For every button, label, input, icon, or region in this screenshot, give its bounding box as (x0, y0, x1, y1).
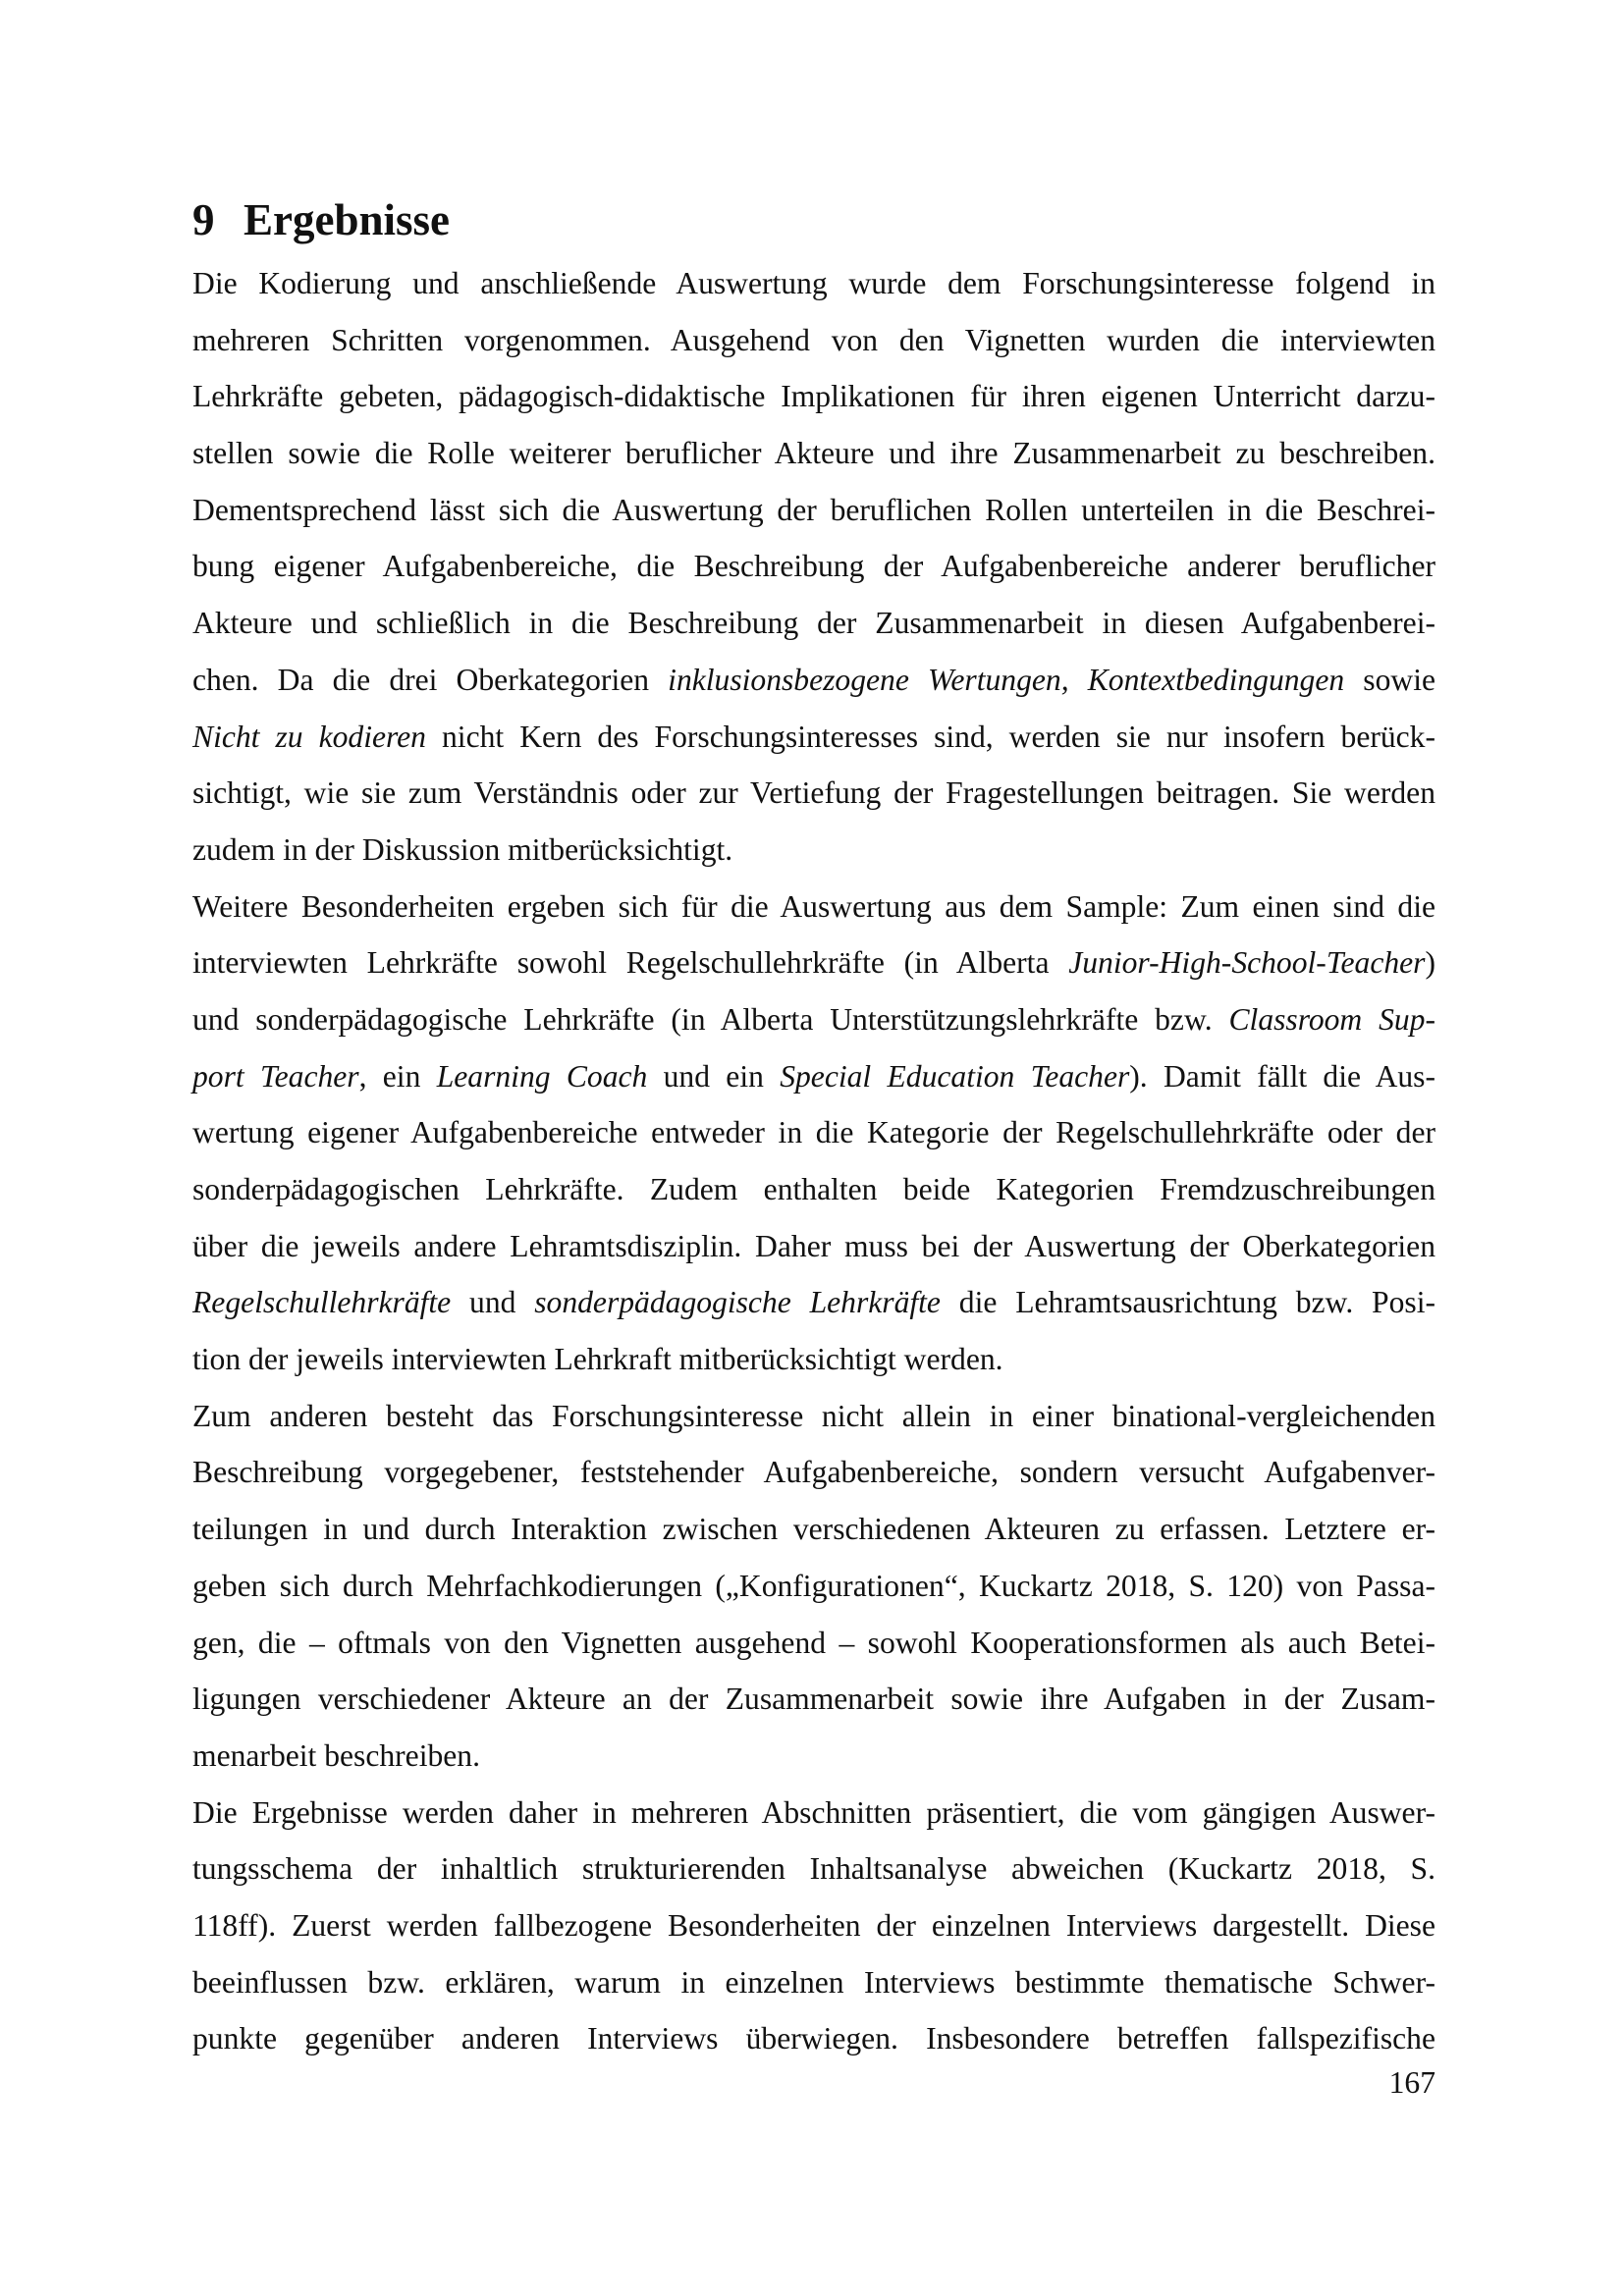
text-line (192, 2010, 1435, 2067)
text-segment: bung eigener Aufgabenbereiche, die Beschreibung der Aufgabenbereiche anderer beruflicher (192, 549, 1435, 584)
text-segment: und ein (647, 1058, 781, 1094)
text-line (192, 1161, 1435, 1218)
text-segment: Akteure und schließlich in die Beschreibung der Zusammenarbeit in diesen Aufgabenberei- (192, 606, 1435, 641)
text-line (192, 879, 1435, 935)
text-segment: über die jeweils andere Lehramtsdisziplin. Daher muss bei der Auswertung der Oberkategorien (192, 1228, 1435, 1263)
italic-text: Junior-High-School-Teacher (1068, 945, 1426, 981)
text-line (192, 1954, 1435, 2011)
text-segment: ) (1425, 945, 1435, 981)
text-segment: nicht Kern des Forschungsinteresses sind, werden sie nur insofern berück- (425, 719, 1435, 754)
text-segment: punkte gegenüber anderen Interviews überwiegen. Insbesondere betreffen fallspezifische (192, 2021, 1435, 2056)
text-segment: Zum anderen besteht das Forschungsinteresse nicht allein in einer binational-vergleichenden (192, 1398, 1435, 1433)
text-segment: Dementsprechend lässt sich die Auswertung der beruflichen Rollen unterteilen in die Beschrei- (192, 492, 1435, 527)
text-line (192, 1841, 1435, 1897)
text-segment: Beschreibung vorgegebener, feststehender Aufgabenbereiche, sondern versucht Aufgabenver- (192, 1455, 1435, 1490)
text-line (192, 1897, 1435, 1954)
page-number: 167 (1388, 2065, 1435, 2100)
section-title: Ergebnisse (244, 195, 451, 244)
text-segment: ). Damit fällt die Aus- (1129, 1058, 1436, 1094)
text-segment: 118ff). Zuerst werden fallbezogene Besonderheiten der einzelnen Interviews dargestellt. Diese (192, 1907, 1435, 1943)
text-segment: zudem in der Diskussion mitberücksichtigt. (192, 831, 733, 867)
italic-text: Classroom Sup- (1228, 1001, 1435, 1037)
text-segment: menarbeit beschreiben. (192, 1737, 480, 1773)
text-segment: Weitere Besonderheiten ergeben sich für die Auswertung aus dem Sample: Zum einen sind die (192, 888, 1435, 924)
italic-text: Regelschullehrkräfte (192, 1285, 452, 1320)
text-line (192, 991, 1435, 1048)
text-segment: die Lehramtsausrichtung bzw. Posi- (940, 1285, 1435, 1320)
italic-text: port Teacher (192, 1058, 359, 1094)
text-segment: Die Kodierung und anschließende Auswertung wurde dem Forschungsinteresse folgend in (192, 266, 1435, 300)
text-line (192, 595, 1435, 652)
text-segment: und (451, 1285, 535, 1320)
text-line (192, 1331, 1435, 1388)
text-segment: mehreren Schritten vorgenommen. Ausgehend von den Vignetten wurden die interviewten (192, 322, 1435, 357)
text-line (192, 709, 1435, 766)
text-line (192, 312, 1435, 369)
body-text (192, 255, 1435, 2067)
section-heading (192, 190, 450, 249)
italic-text: Nicht zu kodieren (192, 719, 426, 754)
text-segment: Die Ergebnisse werden daher in mehreren Abschnitten präsentiert, die vom gängigen Auswer- (192, 1794, 1435, 1830)
text-line (192, 482, 1435, 539)
text-segment: gen, die – oftmals von den Vignetten ausgehend – sowohl Kooperationsformen als auch Betei- (192, 1625, 1435, 1660)
text-segment: sonderpädagogischen Lehrkräfte. Zudem enthalten beide Kategorien Fremdzuschreibungen (192, 1172, 1435, 1206)
text-line (192, 1444, 1435, 1501)
text-segment: , ein (358, 1058, 437, 1094)
text-line (192, 1501, 1435, 1558)
text-segment: geben sich durch Mehrfachkodierungen („Konfigurationen“, Kuckartz 2018, S. 120) von Passa- (192, 1568, 1435, 1603)
text-line (192, 652, 1435, 709)
text-segment: sowie (1344, 662, 1436, 697)
text-line (192, 1218, 1435, 1275)
text-line (192, 1274, 1435, 1331)
text-segment: chen. Da die drei Oberkategorien (192, 662, 669, 697)
text-line (192, 1388, 1435, 1445)
text-segment: beeinflussen bzw. erklären, warum in einzelnen Interviews bestimmte thematische Schwer- (192, 1964, 1435, 2000)
text-segment: interviewten Lehrkräfte sowohl Regelschullehrkräfte (in Alberta (192, 945, 1069, 981)
text-line (192, 765, 1435, 822)
text-line (192, 255, 1435, 312)
italic-text: sonderpädagogische Lehrkräfte (534, 1285, 941, 1320)
italic-text: Learning Coach (436, 1058, 648, 1094)
text-line (192, 822, 1435, 879)
text-line (192, 425, 1435, 482)
text-line (192, 1785, 1435, 1842)
text-segment: tion der jeweils interviewten Lehrkraft mitberücksichtigt werden. (192, 1342, 1003, 1377)
italic-text: Special Education Teacher (780, 1058, 1130, 1094)
italic-text: inklusionsbezogene Wertungen, Kontextbedingungen (668, 662, 1345, 697)
text-line (192, 1728, 1435, 1785)
text-line (192, 1615, 1435, 1672)
text-line (192, 368, 1435, 425)
text-line (192, 538, 1435, 595)
text-segment: teilungen in und durch Interaktion zwischen verschiedenen Akteuren zu erfassen. Letztere er- (192, 1512, 1435, 1547)
text-line (192, 1104, 1435, 1161)
text-segment: ligungen verschiedener Akteure an der Zusammenarbeit sowie ihre Aufgaben in der Zusam- (192, 1682, 1435, 1717)
text-line (192, 1048, 1435, 1105)
text-line (192, 934, 1435, 991)
text-segment: tungsschema der inhaltlich strukturierenden Inhaltsanalyse abweichen (Kuckartz 2018, S. (192, 1851, 1435, 1887)
text-segment: wertung eigener Aufgabenbereiche entweder in die Kategorie der Regelschullehrkräfte oder der (192, 1115, 1435, 1150)
text-segment: und sonderpädagogische Lehrkräfte (in Alberta Unterstützungslehrkräfte bzw. (192, 1001, 1229, 1037)
section-number: 9 (192, 195, 215, 244)
text-line (192, 1558, 1435, 1615)
text-segment: sichtigt, wie sie zum Verständnis oder zur Vertiefung der Fragestellungen beitragen. Sie werden (192, 775, 1435, 811)
text-segment: Lehrkräfte gebeten, pädagogisch-didaktische Implikationen für ihren eigenen Unterricht darzu- (192, 379, 1435, 414)
text-line (192, 1671, 1435, 1728)
text-segment: stellen sowie die Rolle weiterer beruflicher Akteure und ihre Zusammenarbeit zu beschreiben. (192, 436, 1435, 471)
